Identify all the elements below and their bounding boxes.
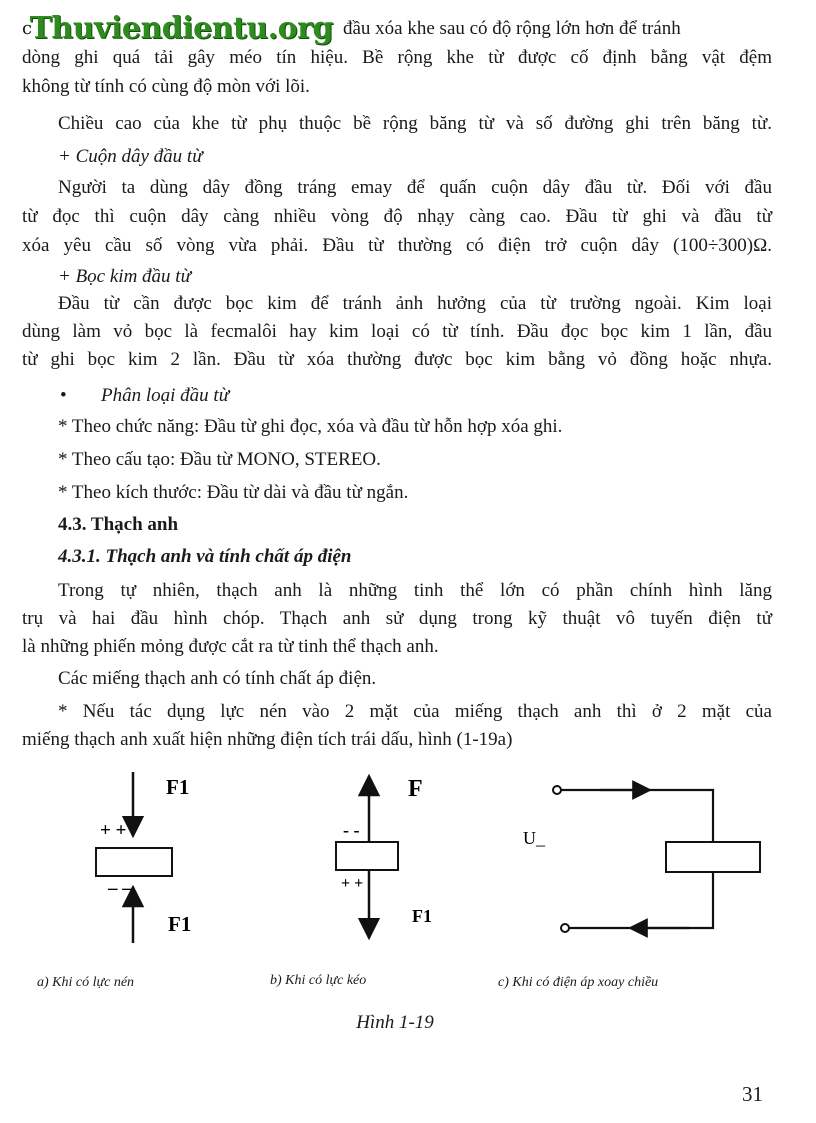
paragraph-line: đầu xóa khe sau có độ rộng lớn hơn để tránh (343, 18, 681, 39)
paragraph-line: từ đọc thì cuộn dây càng nhiều vòng độ nhạy càng cao. Đầu từ ghi và đầu từ (22, 206, 772, 227)
subsection-heading: 4.3.1. Thạch anh và tính chất áp điện (58, 546, 352, 567)
terminal-top (553, 786, 561, 794)
caption-a: a) Khi có lực nén (37, 975, 135, 990)
paragraph-line: trụ và hai đầu hình chóp. Thạch anh sử dụng trong kỹ thuật vô tuyến điện tử (22, 608, 772, 629)
paragraph-line: Trong tự nhiên, thạch anh là những tinh thể lớn có phần chính hình lăng (58, 580, 772, 601)
terminal-bottom (561, 924, 569, 932)
paragraph-line: dùng làm vỏ bọc là fecmalôi hay kim loại có từ tính. Đầu đọc bọc kim 1 lần, đầu (22, 321, 772, 342)
watermark-logo (22, 11, 333, 46)
paragraph-line: không từ tính có cùng độ mòn với lõi. (22, 76, 310, 97)
caption-c: c) Khi có điện áp xoay chiều (498, 975, 659, 990)
force-label-top: F1 (166, 775, 190, 799)
subheading-classification: Phân loại đầu từ (101, 385, 230, 406)
wire-bottom (569, 872, 713, 928)
diagram-c-ac-voltage (523, 786, 760, 932)
diagram-b-tension (336, 776, 432, 938)
wire-top (561, 790, 713, 842)
force-label-top: F (408, 776, 423, 802)
crystal-plate-a (96, 848, 172, 876)
paragraph-line: xóa yêu cầu số vòng vừa phải. Đầu từ thường có điện trở cuộn dây (100÷300)Ω. (22, 235, 772, 256)
list-item: * Theo kích thước: Đầu từ dài và đầu từ ngắn. (58, 482, 409, 503)
paragraph-line: miếng thạch anh xuất hiện những điện tích trái dấu, hình (1-19a) (22, 729, 513, 750)
force-label-bottom: F1 (412, 906, 432, 926)
charge-signs-bottom: + + (341, 875, 364, 892)
paragraph-line: Đầu từ cần được bọc kim để tránh ảnh hưởng của từ trường ngoài. Kim loại (58, 293, 772, 314)
figure-title: Hình 1-19 (356, 1012, 434, 1033)
voltage-label: U_ (523, 828, 545, 848)
subheading-shield: + Bọc kim đầu từ (58, 266, 191, 287)
paragraph-line: dòng ghi quá tải gây méo tín hiệu. Bề rộng khe từ được cố định bằng vật đệm (22, 47, 772, 68)
subheading-coil: + Cuộn dây đầu từ (58, 146, 203, 167)
figure-1-19 (0, 760, 816, 1010)
bullet-icon: • (60, 385, 67, 406)
page-number: 31 (742, 1082, 763, 1106)
watermark-prefix: c (22, 18, 32, 39)
caption-b: b) Khi có lực kéo (270, 973, 367, 988)
crystal-plate-b (336, 842, 398, 870)
paragraph-line: là những phiến mỏng được cắt ra từ tinh thể thạch anh. (22, 636, 439, 657)
list-item: * Theo chức năng: Đầu từ ghi đọc, xóa và đầu từ hỗn hợp xóa ghi. (58, 416, 563, 437)
paragraph-line: Các miếng thạch anh có tính chất áp điện. (58, 668, 377, 689)
paragraph-line: Người ta dùng dây đồng tráng emay để quấn cuộn dây đầu từ. Đối với đầu (58, 177, 772, 198)
charge-signs-bottom: – – (108, 878, 132, 899)
diagram-a-compression (96, 772, 191, 943)
section-heading: 4.3. Thạch anh (58, 514, 179, 535)
charge-signs-top: + + (100, 820, 127, 841)
list-item: * Theo cấu tạo: Đầu từ MONO, STEREO. (58, 449, 381, 470)
watermark-logo-text: Thuviendientu.org (29, 11, 333, 46)
crystal-plate-c (666, 842, 760, 872)
charge-signs-top: - - (343, 820, 360, 840)
force-label-bottom: F1 (168, 912, 192, 936)
paragraph-line: * Nếu tác dụng lực nén vào 2 mặt của miếng thạch anh thì ở 2 mặt của (58, 701, 772, 722)
paragraph-line: từ ghi bọc kim 2 lần. Đầu từ xóa thường được bọc kim bằng vỏ đồng hoặc nhựa. (22, 349, 772, 370)
paragraph-line: Chiều cao của khe từ phụ thuộc bề rộng băng từ và số đường ghi trên băng từ. (58, 113, 772, 134)
